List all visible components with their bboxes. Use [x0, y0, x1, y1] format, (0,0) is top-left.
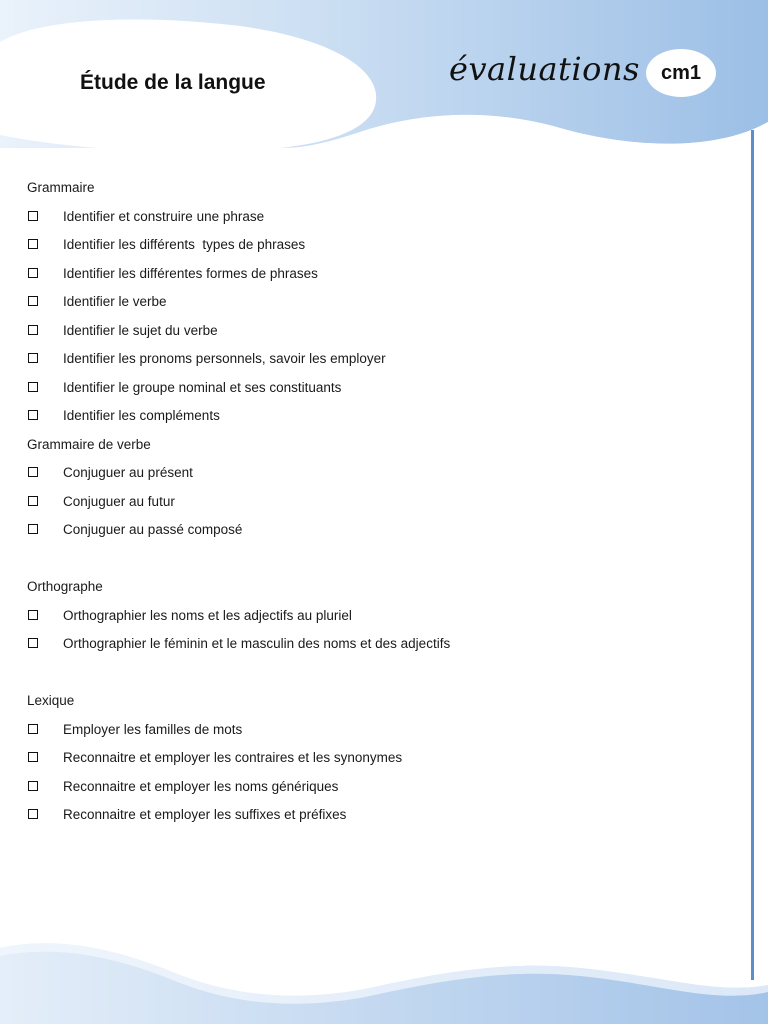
level-label: cm1	[660, 61, 702, 84]
checkbox[interactable]	[28, 809, 38, 819]
section-orthographe	[27, 577, 727, 654]
checkbox[interactable]	[28, 239, 38, 249]
item-label: Identifier les différents types de phrases	[63, 237, 306, 252]
item-label: Conjuguer au présent	[63, 465, 193, 480]
item-label: Identifier et construire une phrase	[63, 208, 265, 224]
list-item	[27, 207, 727, 227]
checkbox[interactable]	[28, 496, 38, 506]
list-item	[27, 492, 727, 512]
level-badge	[646, 49, 716, 97]
checkbox[interactable]	[28, 325, 38, 335]
item-label: Reconnaitre et employer les contraires et les synonymes	[63, 750, 403, 765]
item-label: Identifier les compléments	[63, 408, 220, 423]
list-item	[27, 321, 727, 341]
item-label: Identifier les différentes formes de phrases	[63, 265, 318, 281]
checkbox[interactable]	[28, 296, 38, 306]
list-item	[27, 520, 727, 540]
checkbox[interactable]	[28, 638, 38, 648]
item-label: Orthographier le féminin et le masculin des noms et des adjectifs	[63, 636, 451, 651]
item-label: Orthographier les noms et les adjectifs au pluriel	[63, 607, 352, 623]
list-item	[27, 292, 727, 312]
item-label: Conjuguer au passé composé	[63, 522, 243, 537]
section-gap	[27, 663, 727, 692]
checkbox[interactable]	[28, 382, 38, 392]
section-grammaire-de-verbe	[27, 435, 727, 541]
list-item	[27, 805, 727, 825]
checklist	[27, 178, 727, 834]
list-item	[27, 463, 727, 483]
section-title: Orthographe	[27, 579, 103, 594]
checkbox[interactable]	[28, 268, 38, 278]
brand-title: évaluations	[449, 50, 640, 88]
checkbox[interactable]	[28, 467, 38, 477]
item-label: Reconnaitre et employer les suffixes et préfixes	[63, 807, 347, 822]
list-item	[27, 349, 727, 369]
list-item	[27, 777, 727, 797]
list-item	[27, 378, 727, 398]
item-label: Identifier le groupe nominal et ses constituants	[63, 379, 342, 395]
list-item	[27, 720, 727, 740]
list-item	[27, 748, 727, 768]
checkbox[interactable]	[28, 353, 38, 363]
side-rule	[751, 130, 754, 980]
checkbox[interactable]	[28, 524, 38, 534]
list-item	[27, 606, 727, 626]
item-label: Identifier le sujet du verbe	[63, 322, 218, 338]
item-label: Conjuguer au futur	[63, 493, 175, 509]
checkbox[interactable]	[28, 781, 38, 791]
section-gap	[27, 549, 727, 578]
section-grammaire	[27, 178, 727, 426]
section-title: Grammaire de verbe	[27, 436, 151, 452]
checkbox[interactable]	[28, 610, 38, 620]
list-item	[27, 634, 727, 654]
list-item	[27, 264, 727, 284]
item-label: Reconnaitre et employer les noms génériques	[63, 778, 339, 794]
list-item	[27, 235, 727, 255]
section-title: Lexique	[27, 693, 75, 708]
item-label: Identifier les pronoms personnels, savoir les employer	[63, 351, 386, 366]
checkbox[interactable]	[28, 724, 38, 734]
item-label: Identifier le verbe	[63, 294, 167, 309]
item-label: Employer les familles de mots	[63, 721, 243, 737]
section-lexique	[27, 691, 727, 825]
checkbox[interactable]	[28, 211, 38, 221]
checkbox[interactable]	[28, 410, 38, 420]
page-title: Étude de la langue	[80, 71, 266, 94]
checkbox[interactable]	[28, 752, 38, 762]
list-item	[27, 406, 727, 426]
section-title: Grammaire	[27, 180, 95, 195]
